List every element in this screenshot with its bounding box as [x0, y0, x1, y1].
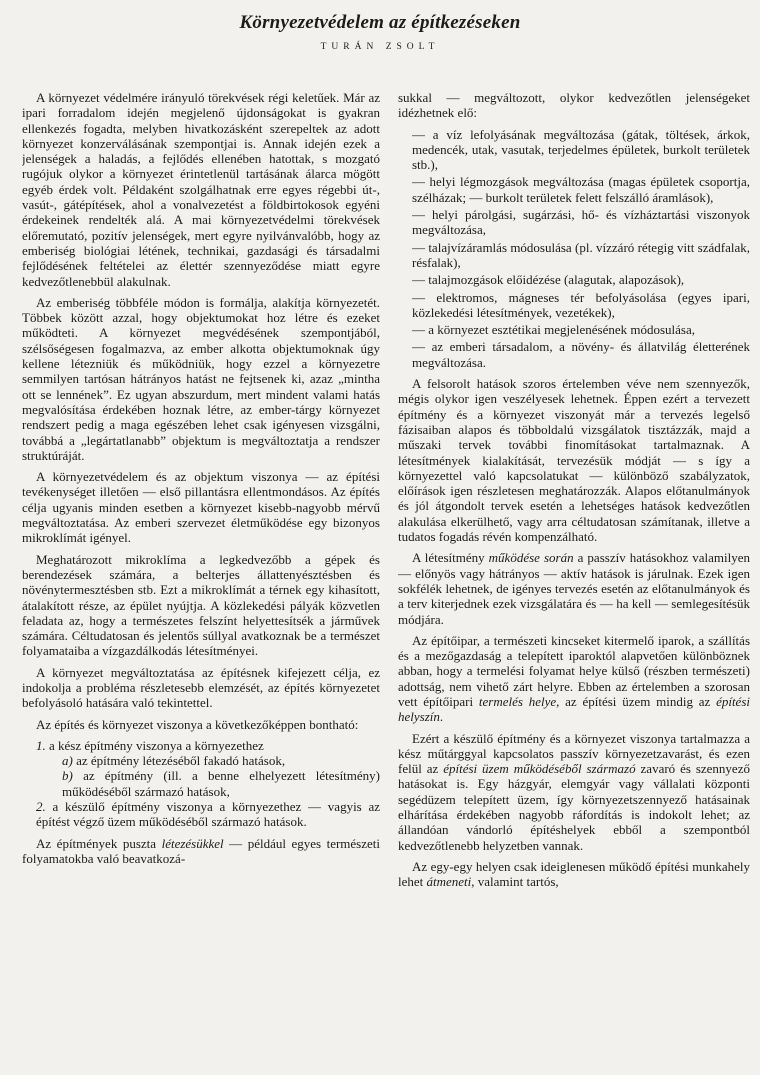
text-run: Az építőipar, a természeti kincseket kitermelő iparok, a szállítás és a mezőgazdaság a telepített iparoktól alapvetően különböznek abban, hogy a termelési folyamat helye külső (részben természeti) adottság, nem vihető zárt helyre. Ebben az értelemben a szorosan vett építőipari [398, 632, 750, 709]
text-run: a passzív hatásokhoz valamilyen — előnyös vagy hátrányos — aktív hatások is járulnak. Ezek igen sokfélék lehetnek, de igényes tervezés esetén az előtanulmányok és a terv kiterjednek ezek vizsgálatára és — ha kell — semlegesítésük módjára. [398, 550, 750, 627]
list-item: — talajmozgások előidézése (alagutak, alapozások), [412, 272, 685, 288]
left-column [22, 90, 380, 1070]
list-text: a készülő építmény viszonya a környezethez — vagyis az építést végző üzem működéséből származó hatások. [36, 799, 380, 830]
paragraph [22, 836, 380, 867]
list-number: b) [62, 768, 73, 784]
list-item: — elektromos, mágneses tér befolyásolása (egyes ipari, közlekedési létesítmények, vezetékek), [412, 289, 750, 320]
paragraph [398, 633, 750, 725]
text-run: Az építmények puszta [36, 835, 162, 851]
paragraph [398, 859, 750, 890]
list-number: 1. [36, 737, 46, 753]
paragraph: A környezetvédelem és az objektum viszonya — az építési tevékenységet illetően — első pillantásra ellentmondásos. Az építés célja ugyanis minden esetben a környezet kisebb-nagyobb mérvű megváltoztatása. Az emberi szervezet életműködése egy bizonyos mikroklímát igényel. [22, 469, 380, 546]
emphasis: építési helyszín [398, 693, 750, 725]
text-run: Az egy-egy helyen csak ideiglenesen működő építési munkahely lehet [398, 858, 750, 890]
list-item: — az emberi társadalom, a növény- és állatvilág életterének megváltozása. [412, 339, 750, 370]
list-item: — a környezet esztétikai megjelenésének módosulása, [412, 322, 696, 338]
list-item: — talajvízáramlás módosulása (pl. vízzáró rétegig vitt szádfalak, résfalak), [412, 239, 750, 270]
emphasis: létezésükkel [161, 835, 224, 851]
list-item: — helyi párolgási, sugárzási, hő- és vízháztartási viszonyok megváltozása, [412, 207, 750, 238]
text-run: , az építési üzem mindig az [556, 693, 717, 709]
list-item [22, 768, 380, 799]
article-author: TURÁN ZSOLT [320, 42, 440, 52]
text-run: zavaró és szennyező hatásokat is. Egy házgyár, elemgyár vagy vállalati központi segédüzem telepített üzem, így környezetszennyező hatásainak elhárítása érdekében nagyobb ráfordítás is indokolt lehet; az állandóan vándorló építéshelyek ebből a szempontból kedvezőtlenebb helyzetben vannak. [398, 761, 750, 853]
list-item [22, 753, 380, 768]
list-item [22, 799, 380, 830]
paragraph [398, 550, 750, 626]
paragraph: Meghatározott mikroklíma a legkedvezőbb a gépek és berendezések számára, a belterjes állattenyésztésben és növénytermesztésben stb. Ezt a mikroklímát a térnek egy kihasított, átalakított része, az épület nyújtja. A közlekedési pályák közvetlen feladata az, hogy a természetes felszínt helyettesítsék a járművek számára. Céltudatosan és jelentős súllyal avatkoznak be a természet folyamataiba a vízgazdálkodás létesítményei. [22, 551, 380, 659]
list-text: az építmény (ill. a benne elhelyezett létesítmény) működéséből származó hatások, [62, 768, 380, 799]
list-number: a) [62, 753, 73, 769]
list-text: a kész építmény viszonya a környezethez [49, 737, 264, 753]
text-run: A létesítmény [412, 550, 489, 566]
article-title: Környezetvédelem az építkezéseken [239, 12, 521, 33]
paragraph: A környezet megváltoztatása az építésnek kifejezett célja, ez indokolja a probléma részletesebb elemzését, az építés környezetet befolyásoló hatására való tekintettel. [22, 664, 380, 711]
list-number: 2. [36, 799, 46, 815]
paragraph: A környezet védelmére irányuló törekvések régi keletűek. Már az ipari forradalom idején megjelenő újdonságokat is gyakran ellenkezés fogadta, melyben hivatkozásként szerepeltek az adott környezet konzerválásának szempontjai is. Annak idején ezek a jelenségek a haladás, a fejlődés ellenében hatottak, s mozgató rugójuk olykor a környezet érintetlenül tartásának álarca mögött egyéb érdek volt. Példaként szolgálhatnak erre egyes régebbi út-, vasút-, gátépítések, ahol a vonalvezetést a földbirtokosok egyéni érdekeinek rendelték alá. A mai környezetvédelmi törekvések előremutató, pozitív jelenségek, mert egyre nyilvánvalóbb, hogy az emberiség biológiai létének, technikai, gazdasági és társadalmi fejlődésének feltételei az élettér szennyeződése miatt egyre kedvezőtlenebbül alakulnak. [22, 90, 380, 289]
text-run: , valamint tartós, [471, 874, 559, 890]
paragraph: sukkal — megváltozott, olykor kedvezőtlen jelenségeket idézhetnek elő: [398, 90, 750, 121]
paragraph: A felsorolt hatások szoros értelemben véve nem szennyezők, mégis olykor igen veszélyesek lehetnek. Éppen ezért a tervezett építmény és a környezet viszonyát már a tervezés legelső fázisaiban alapos és többoldalú vizsgálatok tisztázzák, majd a műszaki tervek további finomításokat tartalmaznak. A létesítmények kialakítását, tervezésük módját — s így a környezettel való kapcsolatukat — különböző szabályzatok, előírások igen részletesen meghatározzák. Alapos előtanulmányok és jól átgondolt tervek esetén a lehetséges hatások kedvezőtlen alakulása elkerülhető, vagy arra céltudatosan számítanak, illetve a tudatos fogadás révén kompenzálható. [398, 376, 750, 545]
text-run: — például egyes természeti folyamatokba való beavatkozá- [22, 835, 380, 866]
text-run: Ezért a készülő építmény és a környezet viszonya tartalmazza a kész műtárggyal kapcsolatos passzív környezetzavarást, és ezen felül az [398, 730, 750, 777]
emphasis: átmeneti [426, 874, 472, 890]
emphasis: működése során [488, 550, 574, 566]
paragraph: Az építés és környezet viszonya a következőképpen bontható: [36, 716, 359, 732]
list-item [22, 738, 380, 753]
emphasis: termelés helye [478, 693, 557, 709]
emphasis: építési üzem működéséből származó [443, 761, 636, 777]
list-item: — helyi légmozgások megváltozása (magas épületek csoportja, szélházak; — burkolt területek felett felszálló áramlások), [412, 174, 750, 205]
right-column [398, 90, 750, 1070]
list-text: az építmény létezéséből fakadó hatások, [76, 753, 286, 769]
paragraph [398, 731, 750, 853]
list-item: — a víz lefolyásának megváltozása (gátak, töltések, árkok, medencék, utak, vasutak, terjedelmes épületek, burkolt területek stb.), [412, 126, 750, 173]
paragraph: Az emberiség többféle módon is formálja, alakítja környezetét. Többek között azzal, hogy objektumokat hoz létre és ezeket működteti. A környezet megvédésének szempontjából, szélsőségesen fogalmazva, az ember alkotta objektumoknak úgy kellene létezniük és működniük, hogy ezzel a környezetre semmilyen tartósan hátrányos hatást ne fejtsenek ki, azaz „mintha ott se lennének”. Ez ugyan abszurdum, mert mindent valami hatás megvalósítása érdekében hoznak létre, az ember-tárgy környezet rendszert pedig a maga egészében lehet csak igényesen vizsgálni, továbbá a „legártatlanabb” objektum is megváltoztatja a rendszer struktúráját. [22, 294, 380, 463]
text-run: . [439, 709, 444, 725]
